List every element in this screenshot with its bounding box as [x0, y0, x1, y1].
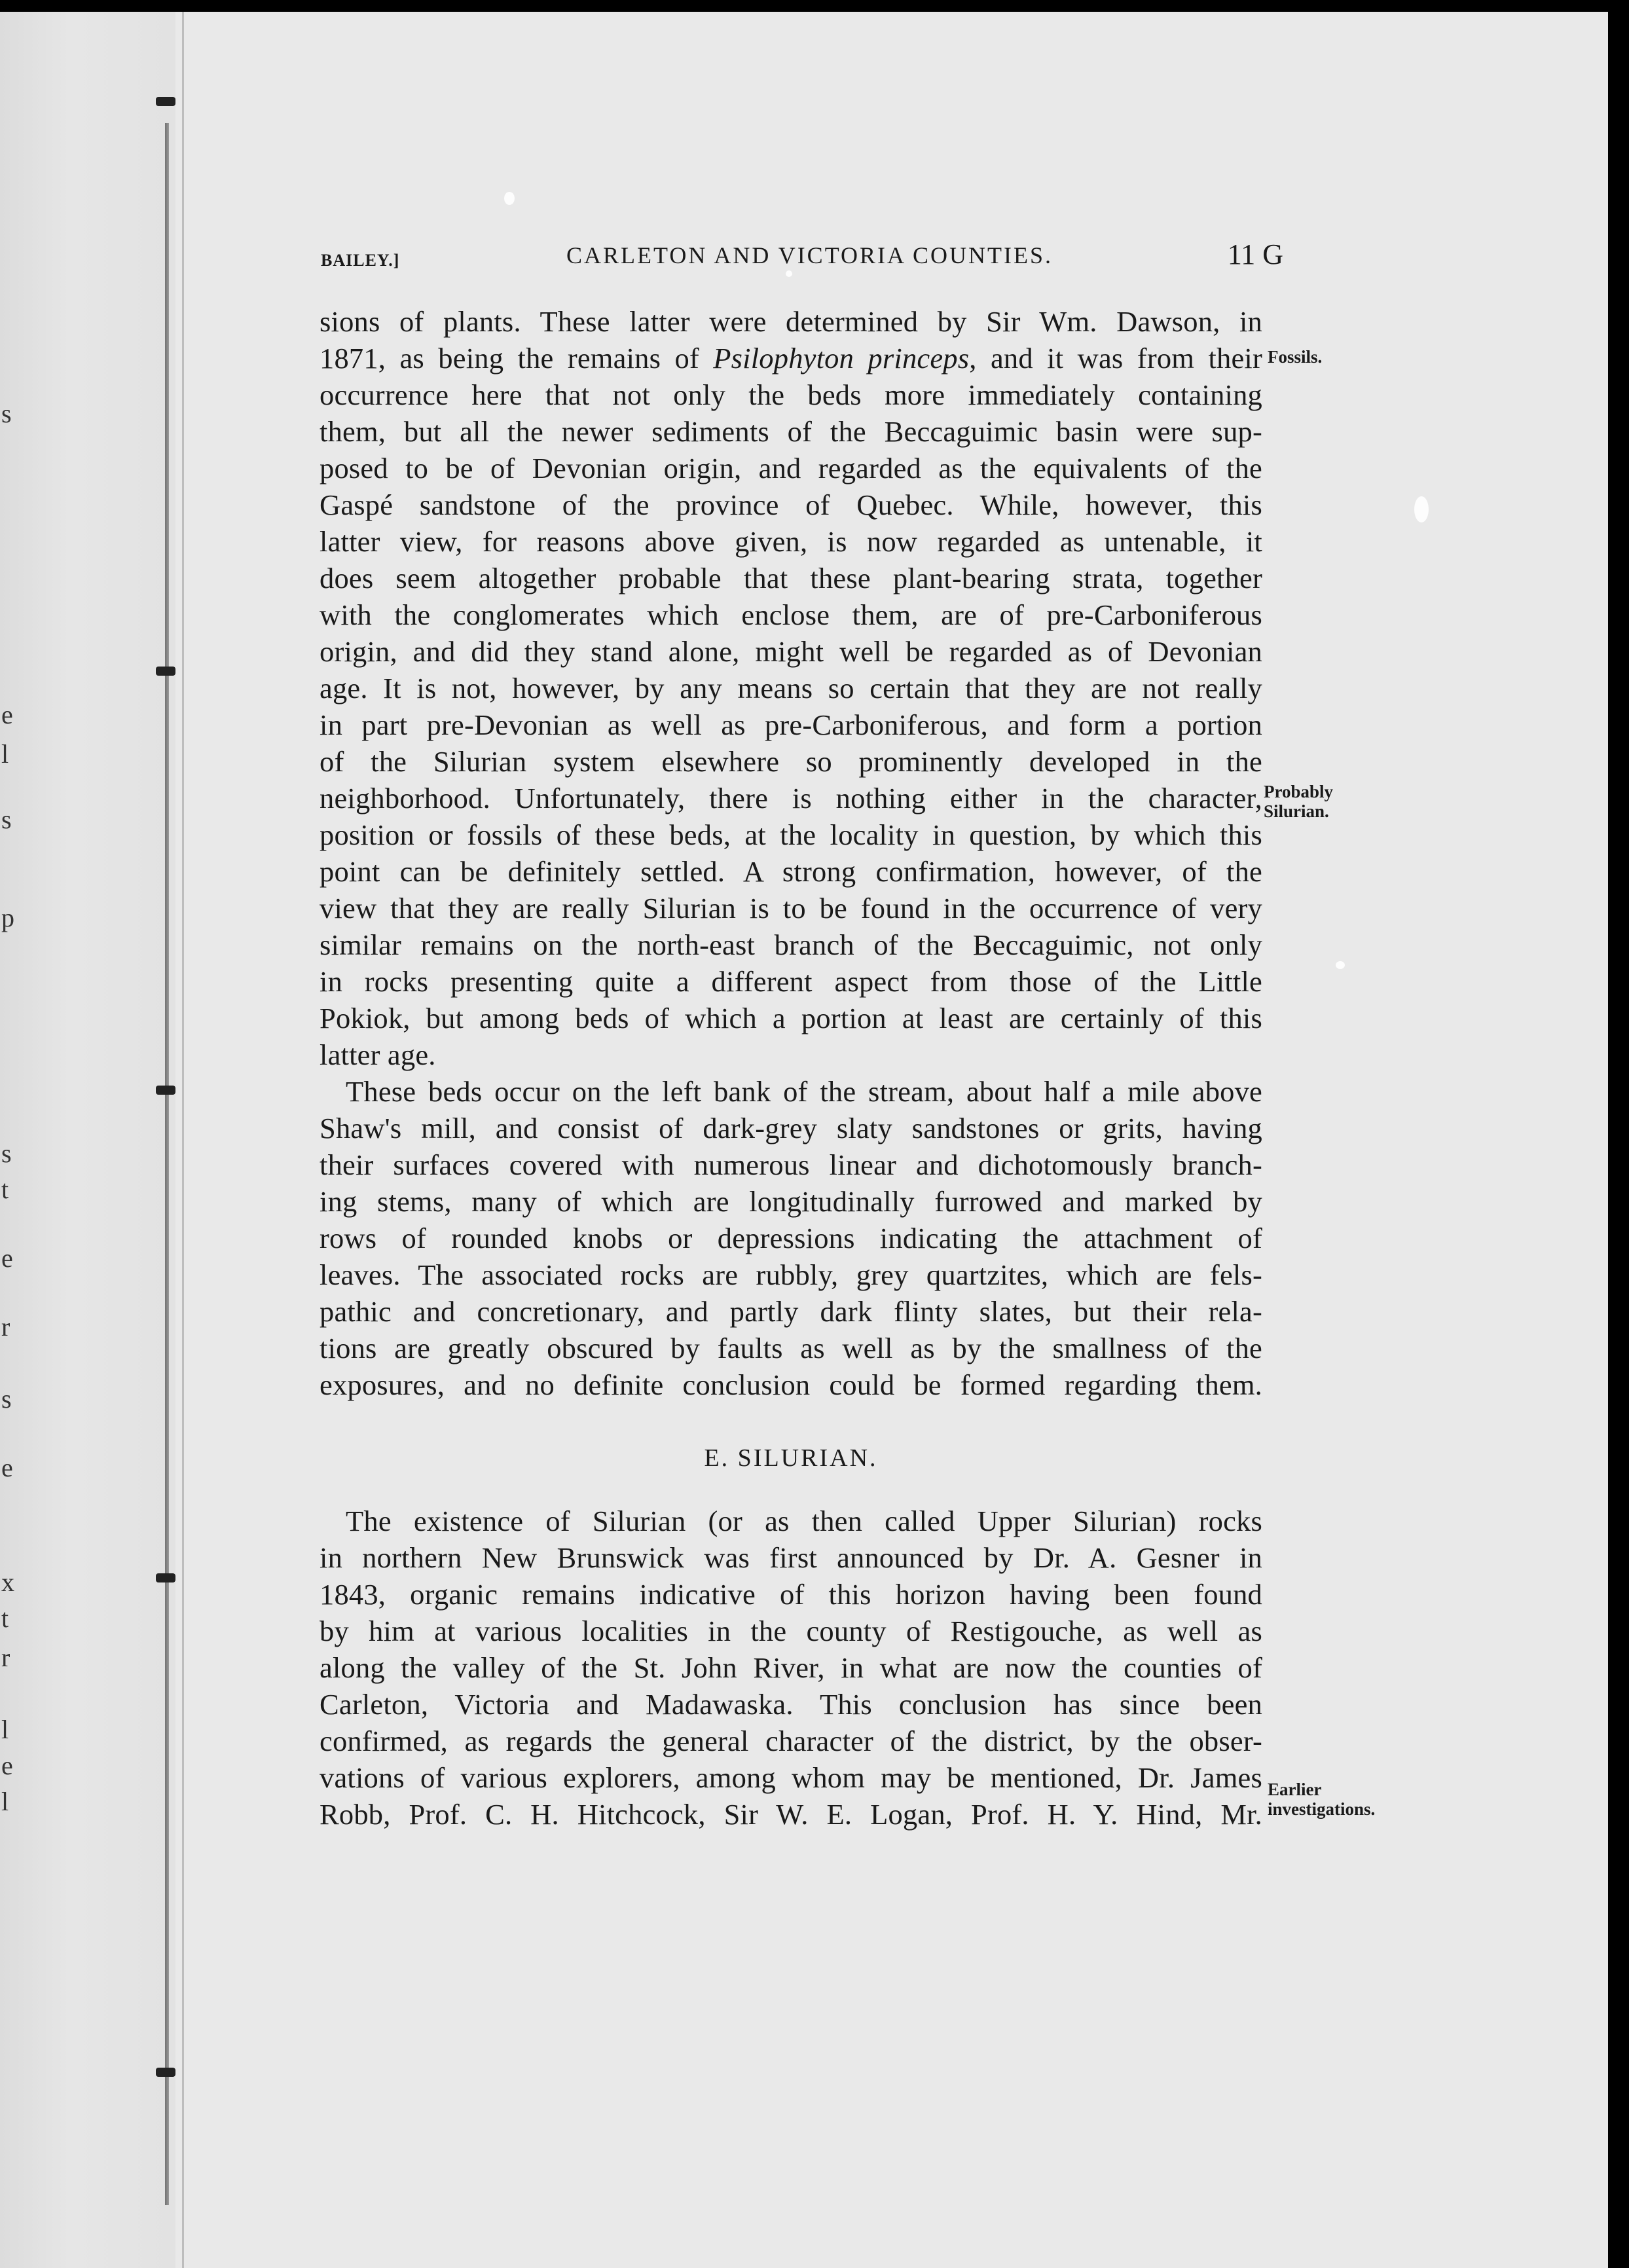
gutter-letter: e: [1, 1453, 13, 1482]
scan-speck: [1414, 496, 1429, 522]
running-title: CARLETON AND VICTORIA COUNTIES.: [566, 242, 1053, 268]
text-line: in rocks presenting quite a different aspect from those of the Little: [320, 965, 1262, 998]
text-line: by him at various localities in the county of Restigouche, as well as: [320, 1615, 1262, 1647]
text-line: with the conglomerates which enclose them, are of pre-Carboniferous: [320, 598, 1262, 631]
body-text: [320, 303, 1262, 1833]
gutter-letter: l: [1, 1715, 9, 1744]
text-line: neighborhood. Unfortunately, there is nothing either in the character,: [320, 782, 1262, 814]
margin-note-earlier-investigations: [1268, 1780, 1375, 1819]
scanned-page: [0, 12, 1617, 2268]
species-name: Psilophyton princeps: [713, 342, 970, 375]
text-line: Gaspé sandstone of the province of Quebec. While, however, this: [320, 488, 1262, 521]
text-line: 1871, as being the remains of Psilophyton princeps, and it was from their: [320, 342, 1262, 375]
page-number: 11 G: [1227, 238, 1283, 270]
page-header: [321, 238, 1283, 277]
gutter-letter: l: [1, 1787, 9, 1816]
text-line: sions of plants. These latter were determined by Sir Wm. Dawson, in: [320, 305, 1262, 338]
text-line: them, but all the newer sediments of the Beccaguimic basin were sup-: [320, 415, 1262, 448]
text-line: position or fossils of these beds, at the locality in question, by which this: [320, 818, 1262, 851]
gutter-fold-line: [182, 12, 184, 2268]
text-line: latter age.: [320, 1038, 436, 1071]
text-line: their surfaces covered with numerous linear and dichotomously branch-: [320, 1148, 1262, 1181]
gutter-letter: e: [1, 700, 13, 729]
paragraph-3: [320, 1503, 1262, 1833]
margin-note-line: Silurian.: [1264, 801, 1329, 821]
text-line: of the Silurian system elsewhere so prominently developed in the: [320, 745, 1262, 778]
text-line: These beds occur on the left bank of the stream, about half a mile above: [346, 1075, 1262, 1108]
gutter-letter: p: [1, 903, 14, 932]
text-line: 1843, organic remains indicative of this horizon having been found: [320, 1578, 1262, 1611]
text-line: latter view, for reasons above given, is now regarded as untenable, it: [320, 525, 1262, 558]
scan-speck: [1336, 961, 1345, 969]
header-author: BAILEY.]: [321, 251, 400, 270]
binding-stitch: [156, 667, 175, 676]
scan-edge: [1608, 12, 1617, 2268]
section-heading: E. SILURIAN.: [704, 1444, 878, 1472]
gutter-letter: s: [1, 399, 12, 428]
paragraph-2: [320, 1073, 1262, 1403]
binding-stitch: [156, 97, 175, 106]
text-line: origin, and did they stand alone, might well be regarded as of Devonian: [320, 635, 1262, 668]
margin-note-line: Probably: [1264, 782, 1334, 801]
paragraph-1: [320, 303, 1262, 1073]
text-line: posed to be of Devonian origin, and regarded as the equivalents of the: [320, 452, 1262, 485]
text-line: Carleton, Victoria and Madawaska. This conclusion has since been: [320, 1688, 1262, 1721]
spacer: [320, 1476, 1262, 1503]
text-line: in northern New Brunswick was first announced by Dr. A. Gesner in: [320, 1541, 1262, 1574]
gutter-letter: s: [1, 805, 12, 834]
gutter-letter: t: [1, 1175, 9, 1204]
gutter-letter: r: [1, 1643, 10, 1672]
text-line: view that they are really Silurian is to be found in the occurrence of very: [320, 892, 1262, 924]
gutter-letter: r: [1, 1312, 10, 1342]
text-line: in part pre-Devonian as well as pre-Carboniferous, and form a portion: [320, 708, 1262, 741]
text-line: along the valley of the St. John River, in what are now the counties of: [320, 1651, 1262, 1684]
text-line: confirmed, as regards the general character of the district, by the obser-: [320, 1725, 1262, 1757]
gutter-letter: s: [1, 1139, 12, 1168]
text-line: similar remains on the north-east branch of the Beccaguimic, not only: [320, 928, 1262, 961]
gutter-letter: x: [1, 1567, 14, 1597]
binding-stitch: [156, 2068, 175, 2077]
gutter-letter: e: [1, 1243, 13, 1273]
text-line: pathic and concretionary, and partly dark flinty slates, but their rela-: [320, 1295, 1262, 1328]
text-line: leaves. The associated rocks are rubbly, grey quartzites, which are fels-: [320, 1258, 1262, 1291]
gutter-letter: s: [1, 1384, 12, 1414]
gutter-letter: e: [1, 1751, 13, 1780]
spacer: [320, 1403, 1262, 1440]
text-line: occurrence here that not only the beds more immediately containing: [320, 378, 1262, 411]
binding-gutter: [0, 12, 175, 2268]
text-line: ing stems, many of which are longitudinally furrowed and marked by: [320, 1185, 1262, 1218]
gutter-letter: t: [1, 1603, 9, 1633]
gutter-letter: l: [1, 739, 9, 769]
margin-note-line: investigations.: [1268, 1799, 1376, 1819]
binding-stitch: [156, 1086, 175, 1095]
text-line: Robb, Prof. C. H. Hitchcock, Sir W. E. Logan, Prof. H. Y. Hind, Mr.: [320, 1798, 1262, 1831]
binding-stitch: [156, 1573, 175, 1582]
gutter-shadow-line: [165, 123, 169, 2205]
margin-note-probably-silurian: [1264, 782, 1333, 821]
text-line: point can be definitely settled. A strong confirmation, however, of the: [320, 855, 1262, 888]
text-line: exposures, and no definite conclusion could be formed regarding them.: [320, 1368, 1262, 1401]
scan-speck: [504, 192, 515, 205]
text-line: Pokiok, but among beds of which a portion at least are certainly of this: [320, 1002, 1262, 1034]
text-line: Shaw's mill, and consist of dark-grey slaty sandstones or grits, having: [320, 1112, 1262, 1144]
text-line: tions are greatly obscured by faults as well as by the smallness of the: [320, 1332, 1262, 1364]
text-line: The existence of Silurian (or as then called Upper Silurian) rocks: [346, 1505, 1262, 1537]
margin-note-line: Earlier: [1268, 1780, 1322, 1799]
text-line: rows of rounded knobs or depressions indicating the attachment of: [320, 1222, 1262, 1254]
text-line: vations of various explorers, among whom may be mentioned, Dr. James: [320, 1761, 1262, 1794]
text-line: does seem altogether probable that these plant-bearing strata, together: [320, 562, 1262, 594]
text-line: age. It is not, however, by any means so certain that they are not really: [320, 672, 1262, 704]
margin-note-fossils: Fossils.: [1268, 347, 1323, 367]
